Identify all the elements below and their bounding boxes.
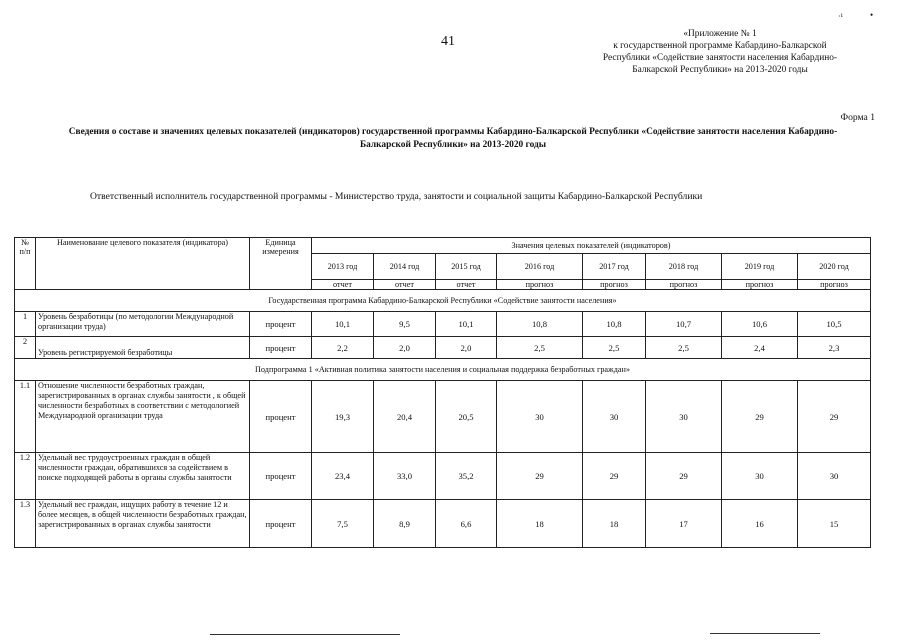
row-num: 1.2 xyxy=(15,453,36,500)
row-value: 30 xyxy=(583,381,646,453)
corner-mark: • xyxy=(870,10,874,20)
header-unit: Единица измерения xyxy=(250,238,312,290)
row-unit: процент xyxy=(250,337,312,359)
table-row xyxy=(15,312,871,337)
row-value: 30 xyxy=(722,453,798,500)
header-num: № п/п xyxy=(15,238,36,290)
row-unit: процент xyxy=(250,453,312,500)
row-value: 29 xyxy=(798,381,871,453)
row-value: 6,6 xyxy=(436,500,497,548)
appendix-line: к государственной программе Кабардино-Балкарской xyxy=(613,41,827,51)
row-value: 8,9 xyxy=(374,500,436,548)
row-name: Удельный вес трудоустроенных граждан в общей численности граждан, обратившихся за содействием в поиске подходящей работы в органы службы занятости xyxy=(36,453,250,500)
page-edge-line xyxy=(710,633,820,634)
row-value: 2,5 xyxy=(583,337,646,359)
row-value: 2,3 xyxy=(798,337,871,359)
table-row xyxy=(15,453,871,500)
row-value: 30 xyxy=(646,381,722,453)
year-header: 2017 год xyxy=(583,254,646,280)
row-unit: процент xyxy=(250,500,312,548)
header-values: Значения целевых показателей (индикаторов) xyxy=(312,238,871,254)
row-value: 2,5 xyxy=(646,337,722,359)
row-name: Уровень безработицы (по методологии Международной организации труда) xyxy=(36,312,250,337)
row-num: 2 xyxy=(15,337,36,359)
table-row xyxy=(15,500,871,548)
corner-mark: ·¹ xyxy=(838,12,844,21)
appendix-line: «Приложение № 1 xyxy=(683,29,757,39)
appendix-line: Балкарской Республики» на 2013-2020 годы xyxy=(632,65,808,75)
kind-header: прогноз xyxy=(798,280,871,290)
row-value: 2,0 xyxy=(374,337,436,359)
row-value: 10,5 xyxy=(798,312,871,337)
row-value: 18 xyxy=(497,500,583,548)
kind-header: отчет xyxy=(436,280,497,290)
row-value: 10,8 xyxy=(583,312,646,337)
appendix-header xyxy=(560,28,880,76)
year-header: 2018 год xyxy=(646,254,722,280)
kind-header: прогноз xyxy=(583,280,646,290)
row-value: 20,5 xyxy=(436,381,497,453)
form-label: Форма 1 xyxy=(840,112,875,123)
table-row xyxy=(15,337,871,359)
section-subprogram-title: Подпрограмма 1 «Активная политика занятости населения и социальная поддержка безработных граждан» xyxy=(15,359,871,381)
row-value: 29 xyxy=(583,453,646,500)
row-value: 2,4 xyxy=(722,337,798,359)
table-row xyxy=(15,381,871,453)
row-value: 10,6 xyxy=(722,312,798,337)
year-header: 2016 год xyxy=(497,254,583,280)
header-name: Наименование целевого показателя (индикатора) xyxy=(36,238,250,290)
row-value: 29 xyxy=(646,453,722,500)
year-header: 2014 год xyxy=(374,254,436,280)
kind-header: прогноз xyxy=(646,280,722,290)
row-value: 2,2 xyxy=(312,337,374,359)
year-header: 2015 год xyxy=(436,254,497,280)
row-value: 19,3 xyxy=(312,381,374,453)
row-num: 1 xyxy=(15,312,36,337)
row-name: Отношение численности безработных граждан, зарегистрированных в органах службы занятости , к общей численности безработных в соответствии с методологией Международной организации труда xyxy=(36,381,250,453)
row-value: 7,5 xyxy=(312,500,374,548)
page-edge-line xyxy=(210,634,400,635)
row-value: 10,7 xyxy=(646,312,722,337)
row-num: 1.3 xyxy=(15,500,36,548)
row-value: 17 xyxy=(646,500,722,548)
row-value: 23,4 xyxy=(312,453,374,500)
row-value: 30 xyxy=(798,453,871,500)
row-num: 1.1 xyxy=(15,381,36,453)
year-header: 2019 год xyxy=(722,254,798,280)
row-value: 20,4 xyxy=(374,381,436,453)
kind-header: отчет xyxy=(374,280,436,290)
section-program-title: Государственная программа Кабардино-Балкарской Республики «Содействие занятости населения» xyxy=(15,290,871,312)
title-line: Сведения о составе и значениях целевых показателей (индикаторов) государственной программы Кабардино-Балкарской Республики «Содействие занятости населения Кабардино- xyxy=(68,127,838,137)
row-value: 33,0 xyxy=(374,453,436,500)
title-line: Балкарской Республики» на 2013-2020 годы xyxy=(359,140,547,150)
row-value: 30 xyxy=(497,381,583,453)
row-value: 16 xyxy=(722,500,798,548)
row-name: Уровень регистрируемой безработицы xyxy=(36,337,250,359)
row-value: 2,0 xyxy=(436,337,497,359)
responsible-executor: Ответственный исполнитель государственной программы - Министерство труда, занятости и социальной защиты Кабардино-Балкарской Республики xyxy=(90,191,703,202)
year-header: 2013 год xyxy=(312,254,374,280)
year-header: 2020 год xyxy=(798,254,871,280)
document-title xyxy=(20,126,886,152)
row-value: 29 xyxy=(722,381,798,453)
kind-header: прогноз xyxy=(497,280,583,290)
kind-header: прогноз xyxy=(722,280,798,290)
page-number: 41 xyxy=(441,34,455,49)
row-value: 2,5 xyxy=(497,337,583,359)
row-value: 9,5 xyxy=(374,312,436,337)
indicators-table xyxy=(14,237,871,548)
row-value: 10,1 xyxy=(312,312,374,337)
row-value: 10,1 xyxy=(436,312,497,337)
appendix-line: Республики «Содействие занятости населения Кабардино- xyxy=(602,53,838,63)
kind-header: отчет xyxy=(312,280,374,290)
row-unit: процент xyxy=(250,381,312,453)
row-unit: процент xyxy=(250,312,312,337)
row-value: 15 xyxy=(798,500,871,548)
row-value: 35,2 xyxy=(436,453,497,500)
row-value: 29 xyxy=(497,453,583,500)
row-name: Удельный вес граждан, ищущих работу в течение 12 и более месяцев, в общей численности безработных граждан, зарегистрированных в органах службы занятости xyxy=(36,500,250,548)
row-value: 18 xyxy=(583,500,646,548)
row-value: 10,8 xyxy=(497,312,583,337)
